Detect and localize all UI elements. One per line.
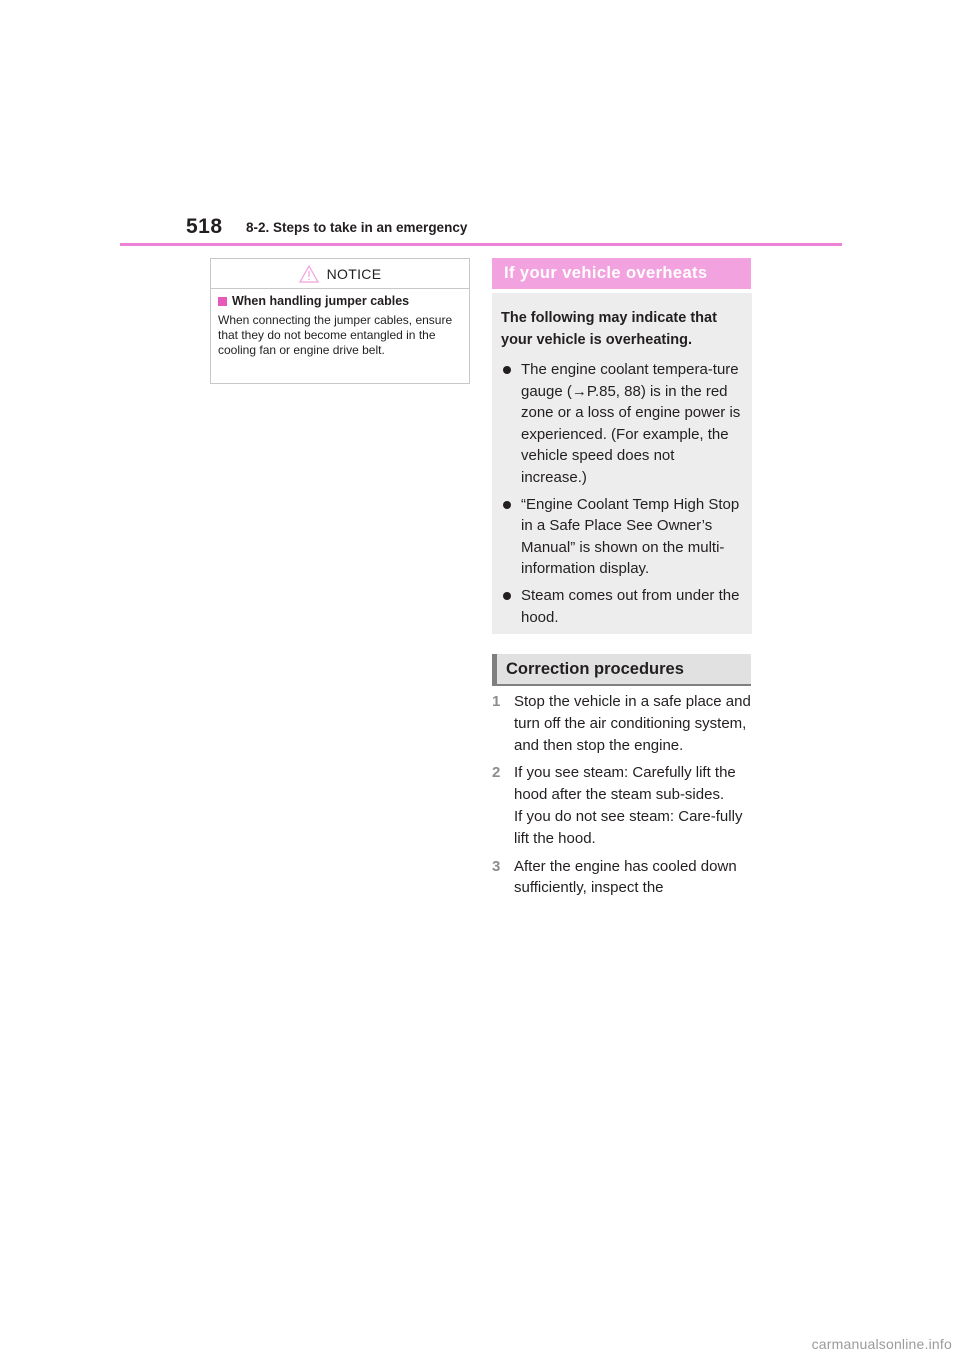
watermark: carmanualsonline.info bbox=[811, 1336, 952, 1352]
list-item-text: The engine coolant tempera-ture gauge (→P.85, 88) is in the red zone or a loss of engine power is experienced. (For example, the vehicle speed does not increase.) bbox=[521, 361, 741, 486]
list-item bbox=[501, 585, 743, 628]
notice-subheading-text: When handling jumper cables bbox=[232, 294, 410, 308]
list-item-text: Steam comes out from under the hood. bbox=[521, 586, 740, 626]
bullet-dot-icon bbox=[503, 366, 511, 374]
overheat-intro: The following may indicate that your vehicle is overheating. bbox=[501, 310, 717, 348]
header-divider bbox=[120, 243, 842, 246]
overheat-heading: If your vehicle overheats bbox=[492, 258, 751, 289]
list-item bbox=[501, 359, 743, 489]
bullet-dot-icon bbox=[503, 501, 511, 509]
page-number: 518 bbox=[186, 215, 223, 238]
step-text: Stop the vehicle in a safe place and turn off the air conditioning system, and then stop the engine. bbox=[514, 693, 751, 754]
step-item bbox=[492, 691, 754, 756]
step-text: After the engine has cooled down sufficiently, inspect the bbox=[514, 857, 737, 897]
list-item-text: “Engine Coolant Temp High Stop in a Safe Place See Owner’s Manual” is shown on the multi-information display. bbox=[521, 495, 740, 578]
step-item bbox=[492, 762, 754, 849]
overheat-symptoms-box bbox=[492, 293, 752, 634]
notice-box bbox=[210, 258, 470, 384]
notice-subheading bbox=[218, 294, 462, 308]
step-number: 1 bbox=[492, 693, 501, 710]
step-item bbox=[492, 856, 754, 900]
section-title: 8-2. Steps to take in an emergency bbox=[246, 220, 468, 235]
step-number: 3 bbox=[492, 857, 501, 875]
correction-steps bbox=[492, 691, 754, 905]
list-item bbox=[501, 494, 743, 580]
notice-text: When connecting the jumper cables, ensure that they do not become entangled in the cooling fan or engine drive belt. bbox=[218, 313, 453, 357]
step-text: If you see steam: Carefully lift the hood after the steam sub-sides. If you do not see steam: Care-fully lift the hood. bbox=[514, 764, 743, 847]
warning-triangle-icon bbox=[299, 265, 319, 283]
step-number: 2 bbox=[492, 764, 501, 782]
notice-label: NOTICE bbox=[326, 265, 382, 282]
square-bullet-icon bbox=[218, 297, 227, 306]
correction-heading: Correction procedures bbox=[492, 654, 751, 686]
bullet-dot-icon bbox=[503, 592, 511, 600]
notice-header bbox=[211, 259, 469, 289]
